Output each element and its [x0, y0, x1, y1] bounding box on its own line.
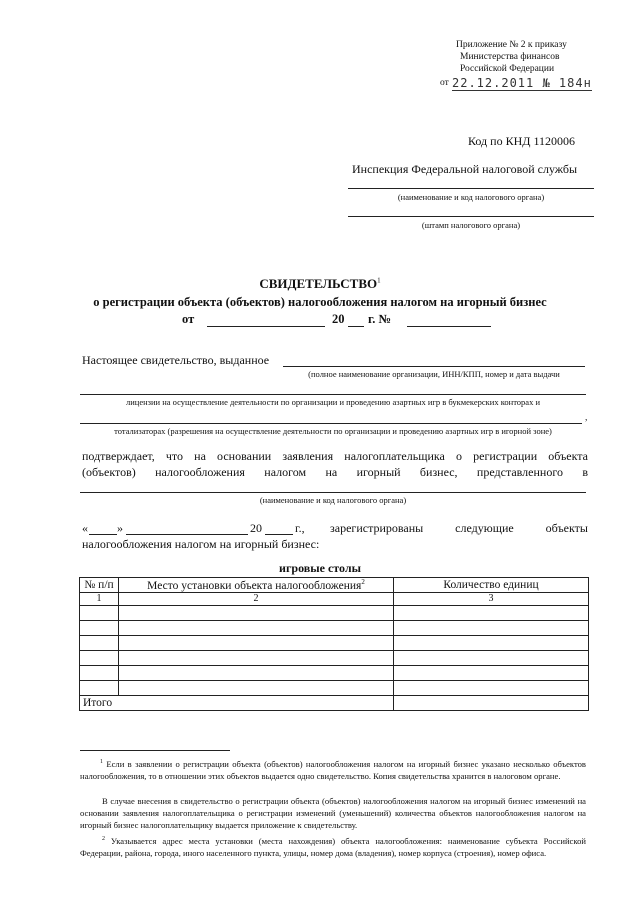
license-line — [80, 394, 586, 395]
date-month-line — [126, 534, 248, 535]
date-year: 20 — [250, 521, 262, 535]
footnote-mark-1: 1 — [377, 276, 381, 285]
certificate-title-text: СВИДЕТЕЛЬСТВО — [259, 276, 378, 291]
footnote-1 — [80, 756, 586, 782]
confirm-line-1: подтверждает, что на основании заявления налогоплательщика о регистрации объекта — [82, 449, 588, 463]
authority-name-caption: (наименование и код налогового органа) — [397, 192, 545, 202]
header-location-text: Место установки объекта налогообложения — [147, 579, 362, 592]
table-number-row — [80, 592, 589, 605]
footnote-1b: В случае внесения в свидетельство о регистрации объекта (объектов) налогообложения налогом на игорный бизнес изменений на основании заявления налогоплательщика о регистрации изменений (уменьшений) количества объектов налогообложения налогом на игорный бизнес налогоплательщику выдается приложение к свидетельству. — [80, 796, 586, 830]
authority-submitted-line — [80, 492, 586, 493]
footnote-2-text: Указывается адрес места установки (места нахождения) объекта налогообложения: наименование субъекта Российской Федерации, района, города, иного населенного пункта, улицы, номер дома (владения), номер корпуса (строения), номер офиса. — [80, 835, 586, 858]
col-number-3: 3 — [394, 592, 589, 605]
date-close-quote: » — [117, 521, 123, 535]
certificate-year-line — [348, 326, 364, 327]
table-total-row — [80, 695, 589, 710]
appendix-line-3: Российской Федерации — [460, 64, 555, 74]
certificate-from: от — [182, 312, 195, 326]
footnote-2 — [80, 833, 586, 859]
confirm-line-2: (объектов) налогообложения налогом на игорный бизнес, представленного в — [82, 465, 588, 479]
date-suffix: г., — [295, 521, 305, 535]
certificate-title — [0, 276, 640, 292]
table-row — [80, 650, 589, 665]
date-year-line — [265, 534, 293, 535]
totalizator-comma: , — [585, 413, 588, 423]
certificate-subtitle: о регистрации объекта (объектов) налогообложения налогом на игорный бизнес — [93, 295, 547, 309]
table-row — [80, 605, 589, 620]
footnote-2-mark: 2 — [102, 836, 105, 842]
appendix-line-2: Министерства финансов — [460, 52, 560, 62]
order-date-number: 22.12.2011 № 184н — [452, 76, 592, 90]
footnote-1-text: Если в заявлении о регистрации объекта (объектов) налогообложения налогом на игорный бизнес указано несколько объектов налогообложения, то в отношении этих объектов выдается одно свидетельство. Копия свидетельства хранится в налоговом органе. — [80, 758, 586, 781]
table-row — [80, 680, 589, 695]
totalizator-caption: тотализаторах (разрешения на осуществление деятельности по организации и проведению азартных игр в игорной зоне) — [114, 426, 552, 436]
footnote-mark-2: 2 — [361, 578, 365, 586]
registered-text-2: налогообложения налогом на игорный бизнес: — [82, 537, 320, 551]
license-caption: лицензии на осуществление деятельности по организации и проведению азартных игр в букмекерских конторах и — [125, 397, 540, 407]
certificate-number-label: г. № — [368, 312, 392, 326]
table-header-row — [80, 578, 589, 593]
header-number: № п/п — [80, 578, 119, 593]
authority-name-line — [348, 188, 594, 189]
header-location — [119, 578, 394, 593]
certificate-date-line — [207, 326, 325, 327]
table-row — [80, 665, 589, 680]
authority-submitted-caption: (наименование и код налогового органа) — [259, 495, 407, 505]
header-quantity: Количество единиц — [394, 578, 589, 593]
gaming-tables-table — [79, 577, 589, 711]
total-label: Итого — [80, 695, 394, 710]
authority-stamp-caption: (штамп налогового органа) — [421, 220, 521, 230]
knd-code: Код по КНД 1120006 — [468, 134, 575, 148]
registered-text: зарегистрированы следующие объекты — [330, 521, 588, 535]
authority-title: Инспекция Федеральной налоговой службы — [352, 162, 578, 176]
issued-to-label: Настоящее свидетельство, выданное — [82, 353, 270, 367]
appendix-line-1: Приложение № 2 к приказу — [456, 40, 567, 50]
table-title: игровые столы — [279, 561, 361, 575]
col-number-1: 1 — [80, 592, 119, 605]
issued-to-line — [283, 366, 585, 367]
certificate-number-line — [407, 326, 491, 327]
order-date-prefix: от — [440, 78, 449, 88]
footnote-1-mark: 1 — [100, 759, 103, 765]
certificate-year: 20 — [332, 312, 345, 326]
totalizator-line — [80, 423, 582, 424]
date-open-quote: « — [82, 521, 88, 535]
table-row — [80, 635, 589, 650]
date-day-line — [89, 534, 117, 535]
authority-stamp-line — [348, 216, 594, 217]
table-row — [80, 620, 589, 635]
issued-to-caption: (полное наименование организации, ИНН/КПП, номер и дата выдачи — [308, 369, 560, 379]
footnote-separator — [80, 750, 230, 751]
col-number-2: 2 — [119, 592, 394, 605]
